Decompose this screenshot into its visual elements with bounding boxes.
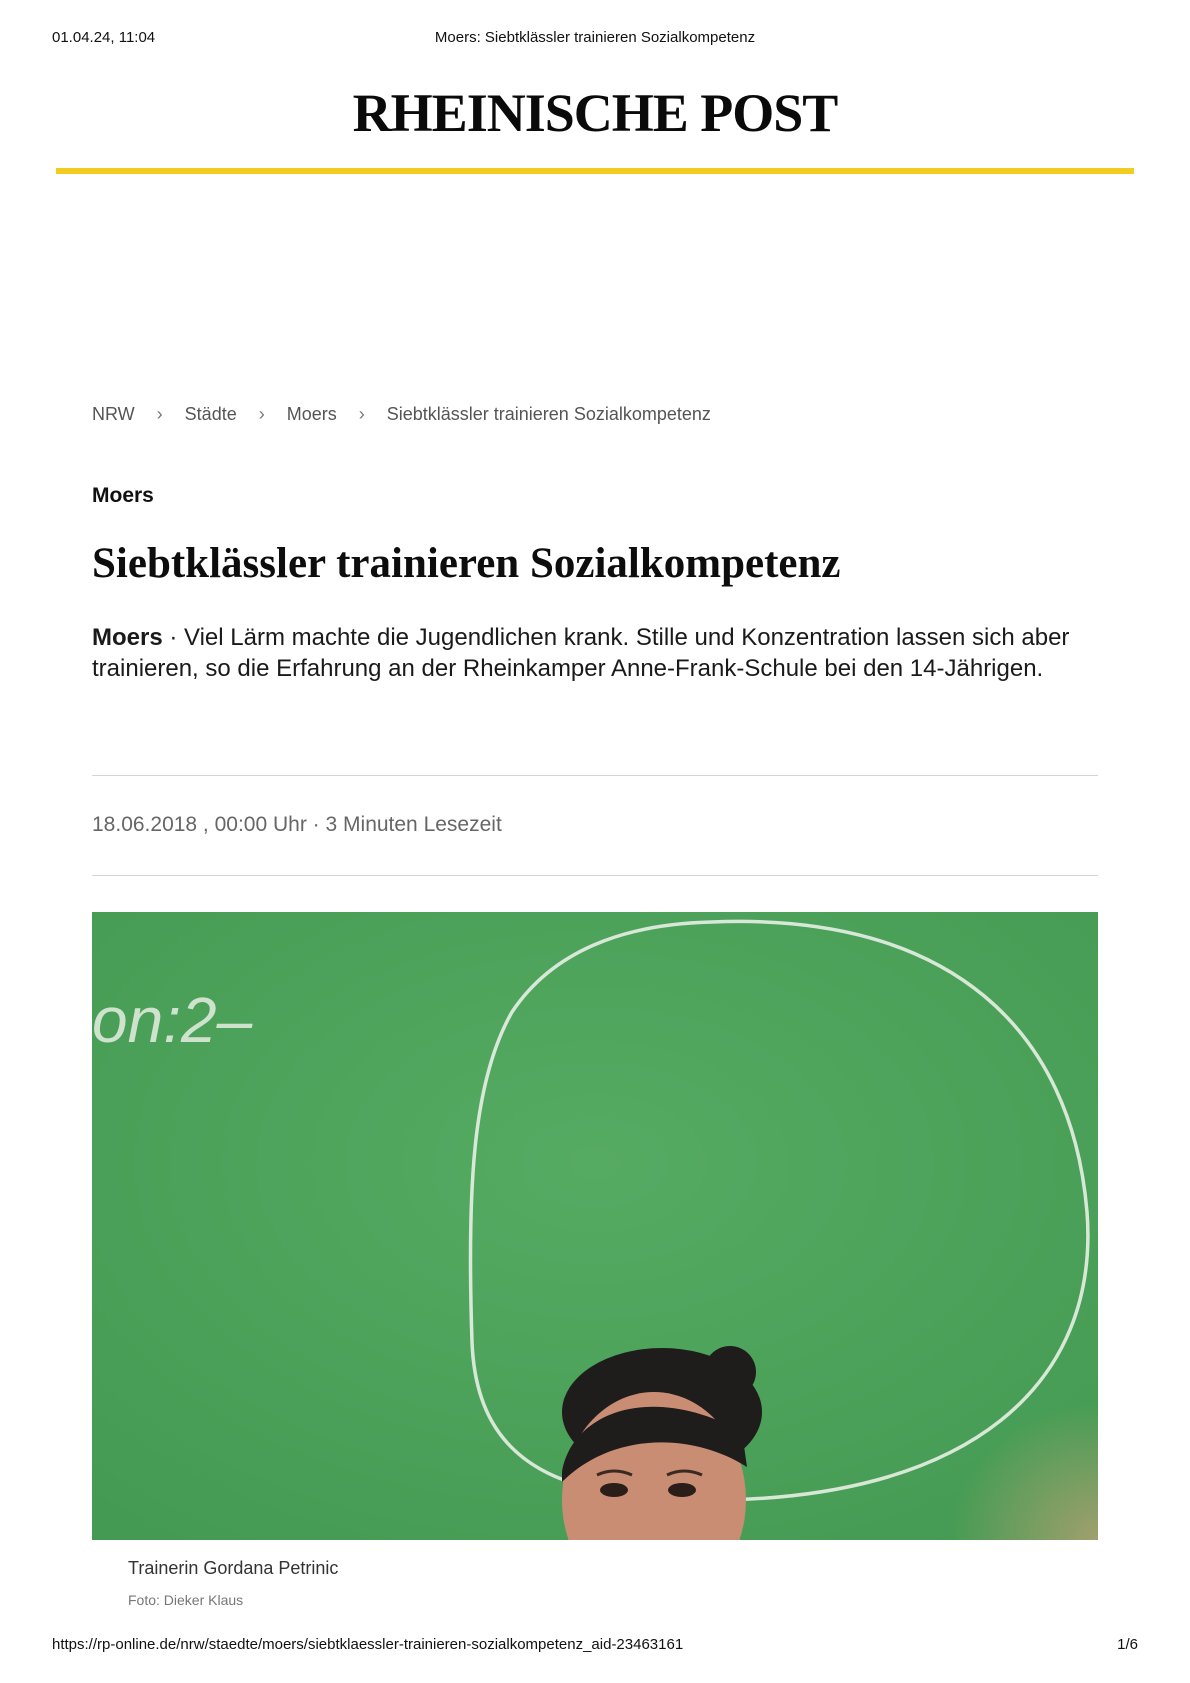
lead-separator: · xyxy=(162,624,185,651)
header-accent-bar xyxy=(56,168,1134,174)
photo-caption: Trainerin Gordana Petrinic xyxy=(128,1558,339,1578)
photo-credit: Foto: Dieker Klaus xyxy=(128,1592,244,1608)
article-meta xyxy=(92,813,502,837)
article-kicker: Moers xyxy=(92,484,154,507)
article-lead xyxy=(92,622,1102,684)
chevron-right-icon: › xyxy=(156,404,163,424)
photo-illustration xyxy=(92,912,1098,1540)
breadcrumb-item-staedte[interactable]: Städte xyxy=(184,404,237,424)
chalk-writing: on:2– xyxy=(92,984,253,1056)
print-page-title: Moers: Siebtklässler trainieren Sozialkompetenz xyxy=(434,29,756,46)
breadcrumb xyxy=(92,404,711,425)
chevron-right-icon: › xyxy=(358,404,365,424)
site-logo[interactable]: RHEINISCHE POST xyxy=(352,83,838,143)
chevron-right-icon: › xyxy=(258,404,265,424)
print-datetime: 01.04.24, 11:04 xyxy=(52,29,156,46)
print-header xyxy=(0,29,1190,49)
article-headline: Siebtklässler trainieren Sozialkompetenz xyxy=(92,540,841,587)
divider-bottom xyxy=(92,875,1098,876)
print-url[interactable]: https://rp-online.de/nrw/staedte/moers/siebtklaessler-trainieren-sozialkompetenz_aid-23463161 xyxy=(52,1636,684,1653)
breadcrumb-item-nrw[interactable]: NRW xyxy=(92,404,135,424)
reading-time: 3 Minuten Lesezeit xyxy=(325,813,502,836)
lead-text: Viel Lärm machte die Jugendlichen krank. Stille und Konzentration lassen sich aber trainieren, so die Erfahrung an der Rheinkamper Anne-Frank-Schule bei den 14-Jährigen. xyxy=(92,624,1070,682)
article-photo[interactable] xyxy=(92,912,1098,1540)
article-date: 18.06.2018 , 00:00 Uhr xyxy=(92,813,307,836)
portrait-figure xyxy=(562,1346,762,1540)
divider-top xyxy=(92,775,1098,776)
breadcrumb-item-moers[interactable]: Moers xyxy=(286,404,337,424)
breadcrumb-item-current: Siebtklässler trainieren Sozialkompetenz xyxy=(386,404,711,424)
print-page-number: 1/6 xyxy=(1117,1636,1138,1653)
meta-separator: · xyxy=(306,813,326,836)
lead-location: Moers xyxy=(92,624,163,651)
